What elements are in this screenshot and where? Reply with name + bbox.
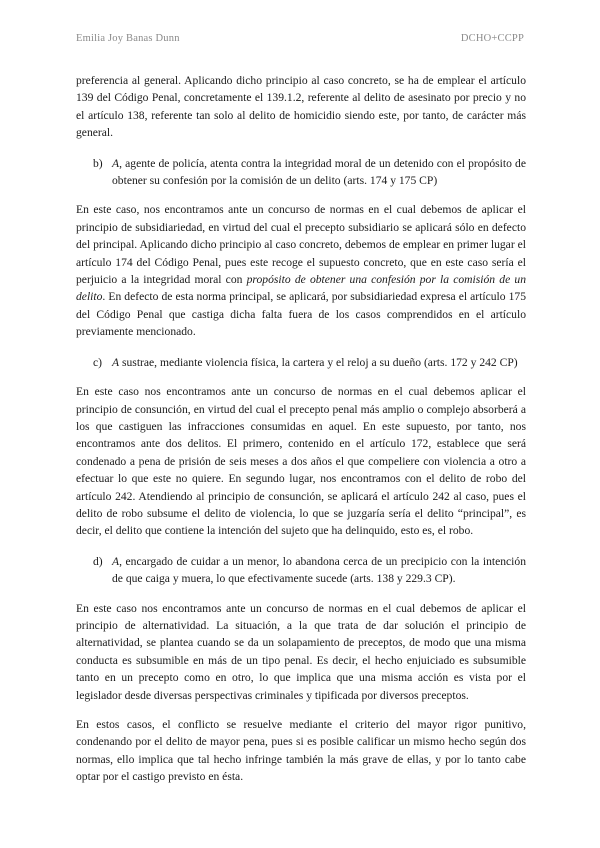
list-marker-c: c) <box>93 355 103 369</box>
subject-a: A <box>112 355 120 369</box>
header-author: Emilia Joy Banas Dunn <box>76 33 180 44</box>
list-item-d <box>93 553 526 588</box>
paragraph-3: En este caso nos encontramos ante un concurso de normas en el cual debemos aplicar el principio de consunción, en virtud del cual el precepto penal más amplio o complejo absorberá a los que castiguen las infracciones consumidas en aquel. En este supuesto, por tanto, nos encontramos ante dos delitos. El primero, contenido en el artículo 172, establece que será condenado a pena de prisión de seis meses a dos años el que compeliere con violencia a otro a efectuar lo que este no quiere. En segundo lugar, nos encontramos con el delito de robo del artículo 242. Atendiendo al principio de consunción, se aplicará el artículo 242 al caso, pues el delito de robo subsume el delito de violencia, lo que se juzgaría sería el delito “principal”, es decir, el delito que contiene la intención del sujeto que ha delinquido, esto es, el robo. <box>76 385 526 538</box>
list-item-b-text: A, agente de policía, atenta contra la integridad moral de un detenido con el propósito de obtener su confesión por la comisión de un delito (arts. 174 y 175 CP) <box>112 156 526 188</box>
document-body <box>76 72 526 786</box>
list-item-d-text: A, encargado de cuidar a un menor, lo abandona cerca de un precipicio con la intención de que caiga y muera, lo que efectivamente sucede (arts. 138 y 229.3 CP). <box>112 554 526 586</box>
paragraph-1: preferencia al general. Aplicando dicho principio al caso concreto, se ha de emplear el artículo 139 del Código Penal, concretamente el 139.1.2, referente al delito de asesinato por precio y no el artículo 138, referente tan solo al delito de homicidio siendo este, por tanto, de carácter más general. <box>76 74 526 140</box>
list-item-c-text: A sustrae, mediante violencia física, la cartera y el reloj a su dueño (arts. 172 y 242 CP) <box>112 355 518 369</box>
header-course: DCHO+CCPP <box>460 33 524 44</box>
list-item-b <box>93 155 526 190</box>
paragraph-5: En estos casos, el conflicto se resuelve mediante el criterio del mayor rigor punitivo, condenando por el delito de mayor pena, pues si es posible calificar un mismo hecho según dos normas, ello implica que tal hecho infringe también la más grave de ellas, y por lo tanto cabe optar por el castigo previsto en ésta. <box>76 718 526 784</box>
emphasis-text: propósito de obtener una confesión por la comisión de un delito <box>76 273 526 304</box>
paragraph-2: En este caso, nos encontramos ante un concurso de normas en el cual debemos de aplicar el principio de subsidiariedad, en virtud del cual el precepto subsidiario se aplicará sólo en defecto del principal. Aplicando dicho principio al caso concreto, debemos de emplear en primer lugar el artículo 174 del Código Penal, pues este recoge el supuesto concreto, que en este caso sería el perjuicio a la integridad moral con propósito de obtener una confesión por la comisión de un delito. En defecto de esta norma principal, se aplicará, por subsidiariedad expresa el artículo 175 del Código Penal que castiga dicha falta fuera de los casos comprendidos en el artículo previamente mencionado. <box>76 203 526 339</box>
subject-a: A <box>112 554 120 568</box>
subject-a: A <box>112 156 120 170</box>
list-marker-b: b) <box>93 156 103 170</box>
list-marker-d: d) <box>93 554 103 568</box>
list-item-c <box>93 354 526 371</box>
page-header <box>76 33 524 44</box>
paragraph-4: En este caso nos encontramos ante un concurso de normas en el cual debemos de aplicar el principio de alternatividad. La situación, a la que trata de dar solución el principio de alternatividad, se plantea cuando se da un solapamiento de preceptos, de modo que una misma conducta es subsumible en más de un tipo penal. Es decir, el hecho enjuiciado es subsumible tanto en un precepto como en otro, lo que implica que una misma acción es vista por el legislador desde diversas perspectivas criminales y tipificada por diversos preceptos. <box>76 601 526 702</box>
